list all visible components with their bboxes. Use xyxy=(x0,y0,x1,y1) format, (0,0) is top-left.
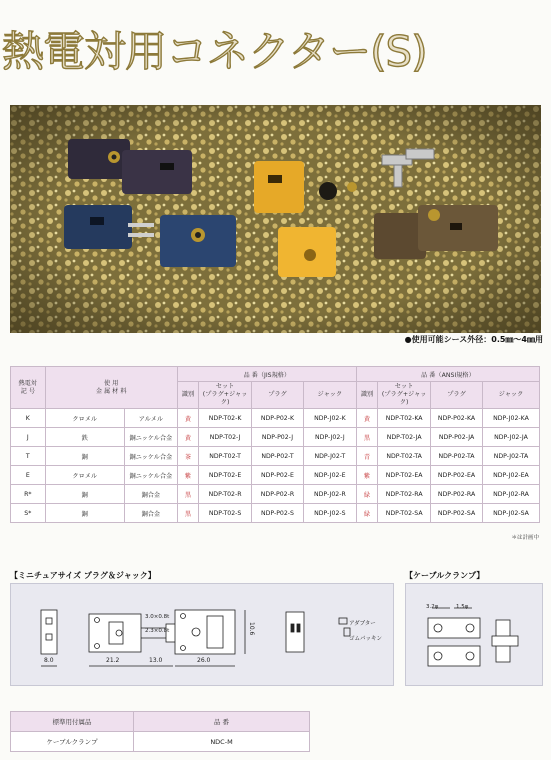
cell-m2: 銅ニッケル合金 xyxy=(124,428,177,447)
header-ansi-plug: プラグ xyxy=(431,382,483,409)
cell-code: T xyxy=(11,447,46,466)
cell-m1: クロメル xyxy=(45,409,124,428)
header-ansi-jack: ジャック xyxy=(482,382,539,409)
cell-jis-plug: NDP-P02-R xyxy=(252,485,304,504)
cell-jis-jack: NDP-J02-K xyxy=(303,409,356,428)
cell-ansi-plug: NDP-P02-JA xyxy=(431,428,483,447)
cell-code: J xyxy=(11,428,46,447)
clamp-panel xyxy=(405,583,543,686)
cell-ansi-plug: NDP-P02-TA xyxy=(431,447,483,466)
header-jis: 品 番（JIS規格） xyxy=(177,367,356,382)
cell-m1: 銅 xyxy=(45,447,124,466)
cell-jis-set: NDP-T02-R xyxy=(199,485,252,504)
cell-ansi-id: 緑 xyxy=(356,485,377,504)
cell-jis-set: NDP-T02-J xyxy=(199,428,252,447)
header-ansi-id: 識別 xyxy=(356,382,377,409)
cell-ansi-plug: NDP-P02-SA xyxy=(431,504,483,523)
page-title: 熱電対用コネクター(S) xyxy=(2,27,427,76)
cell-ansi-set: NDP-T02-RA xyxy=(378,485,431,504)
cell-jis-jack: NDP-J02-R xyxy=(303,485,356,504)
header-jis-set: セット (プラグ+ジャック) xyxy=(199,382,252,409)
cell-jis-plug: NDP-P02-K xyxy=(252,409,304,428)
cell-ansi-set: NDP-T02-JA xyxy=(378,428,431,447)
spec-row xyxy=(11,409,540,428)
sheath-caption: ●使用可能シース外径：0.5㎜～4㎜用 xyxy=(404,335,543,344)
cell-m2: 銅合金 xyxy=(124,504,177,523)
accessory-table xyxy=(10,711,310,752)
acc-item: ケーブルクランプ xyxy=(11,732,134,752)
cell-jis-set: NDP-T02-S xyxy=(199,504,252,523)
cell-jis-plug: NDP-P02-S xyxy=(252,504,304,523)
miniature-drawing xyxy=(11,584,393,685)
cell-jis-jack: NDP-J02-T xyxy=(303,447,356,466)
dim-pin1: 3.0×0.8t xyxy=(145,614,170,620)
cell-ansi-id: 黄 xyxy=(356,409,377,428)
spec-row xyxy=(11,447,540,466)
acc-header-item: 標準用付属品 xyxy=(11,712,134,732)
cell-ansi-plug: NDP-P02-EA xyxy=(431,466,483,485)
cell-ansi-id: 紫 xyxy=(356,466,377,485)
clamp-dim-a: 3.2φ xyxy=(426,604,439,610)
cell-ansi-set: NDP-T02-EA xyxy=(378,466,431,485)
cell-jis-id: 黄 xyxy=(177,428,198,447)
cell-code: E xyxy=(11,466,46,485)
cell-m2: アルメル xyxy=(124,409,177,428)
cell-ansi-jack: NDP-J02-RA xyxy=(482,485,539,504)
cell-jis-set: NDP-T02-K xyxy=(199,409,252,428)
planned-note: ＊は計画中 xyxy=(511,535,539,541)
dim-pin2: 2.3×0.8t xyxy=(145,628,170,634)
cell-jis-jack: NDP-J02-S xyxy=(303,504,356,523)
spec-table xyxy=(10,366,540,523)
dim-10: 10.6 xyxy=(248,622,255,636)
connector-brown xyxy=(374,205,498,259)
header-jis-plug: プラグ xyxy=(252,382,304,409)
cell-code: S* xyxy=(11,504,46,523)
cell-ansi-jack: NDP-J02-EA xyxy=(482,466,539,485)
product-photo xyxy=(10,105,541,333)
header-ansi: 品 番（ANSI規格） xyxy=(356,367,539,382)
cell-ansi-id: 青 xyxy=(356,447,377,466)
cell-m2: 銅ニッケル合金 xyxy=(124,447,177,466)
acc-code: NDC-M xyxy=(134,732,310,752)
packing-label: ゴムパッキン xyxy=(349,636,382,642)
cell-jis-id: 茶 xyxy=(177,447,198,466)
cell-jis-jack: NDP-J02-E xyxy=(303,466,356,485)
cell-m1: 銅 xyxy=(45,504,124,523)
header-code: 熱電対 記 号 xyxy=(11,367,46,409)
cell-ansi-set: NDP-T02-KA xyxy=(378,409,431,428)
cell-jis-id: 黒 xyxy=(177,485,198,504)
cell-ansi-id: 黒 xyxy=(356,428,377,447)
miniature-title: 【ミニチュアサイズ プラグ＆ジャック】 xyxy=(10,571,156,580)
clamp-dim-b: 1.5φ xyxy=(456,604,469,610)
spec-row xyxy=(11,466,540,485)
cell-ansi-set: NDP-T02-SA xyxy=(378,504,431,523)
adapter-label: アダプター xyxy=(349,621,376,627)
cell-m1: 鉄 xyxy=(45,428,124,447)
cell-ansi-jack: NDP-J02-SA xyxy=(482,504,539,523)
cell-jis-id: 黒 xyxy=(177,504,198,523)
cell-jis-plug: NDP-P02-T xyxy=(252,447,304,466)
header-jis-id: 識別 xyxy=(177,382,198,409)
cell-jis-plug: NDP-P02-J xyxy=(252,428,304,447)
cell-code: R* xyxy=(11,485,46,504)
cell-jis-plug: NDP-P02-E xyxy=(252,466,304,485)
header-jis-jack: ジャック xyxy=(303,382,356,409)
dim-26: 26.0 xyxy=(197,657,211,664)
clamp-drawing xyxy=(406,584,542,685)
dim-8: 8.0 xyxy=(44,657,54,664)
cell-ansi-set: NDP-T02-TA xyxy=(378,447,431,466)
cell-ansi-plug: NDP-P02-KA xyxy=(431,409,483,428)
acc-header-code: 品 番 xyxy=(134,712,310,732)
cell-ansi-jack: NDP-J02-KA xyxy=(482,409,539,428)
clamp-title: 【ケーブルクランプ】 xyxy=(405,571,485,580)
cell-jis-set: NDP-T02-E xyxy=(199,466,252,485)
cell-jis-set: NDP-T02-T xyxy=(199,447,252,466)
dim-21: 21.2 xyxy=(106,657,120,664)
miniature-panel xyxy=(10,583,394,686)
header-material: 使 用 金 属 材 料 xyxy=(45,367,177,409)
cell-ansi-plug: NDP-P02-RA xyxy=(431,485,483,504)
cell-m1: 銅 xyxy=(45,485,124,504)
cell-m2: 銅ニッケル合金 xyxy=(124,466,177,485)
cell-jis-jack: NDP-J02-J xyxy=(303,428,356,447)
dim-13: 13.0 xyxy=(149,657,163,664)
cell-code: K xyxy=(11,409,46,428)
cell-jis-id: 黄 xyxy=(177,409,198,428)
spec-row xyxy=(11,428,540,447)
cell-ansi-id: 緑 xyxy=(356,504,377,523)
cell-ansi-jack: NDP-J02-TA xyxy=(482,447,539,466)
cell-jis-id: 紫 xyxy=(177,466,198,485)
header-ansi-set: セット (プラグ+ジャック) xyxy=(378,382,431,409)
cell-ansi-jack: NDP-J02-JA xyxy=(482,428,539,447)
spec-row xyxy=(11,485,540,504)
cell-m1: クロメル xyxy=(45,466,124,485)
cell-m2: 銅合金 xyxy=(124,485,177,504)
spec-row xyxy=(11,504,540,523)
